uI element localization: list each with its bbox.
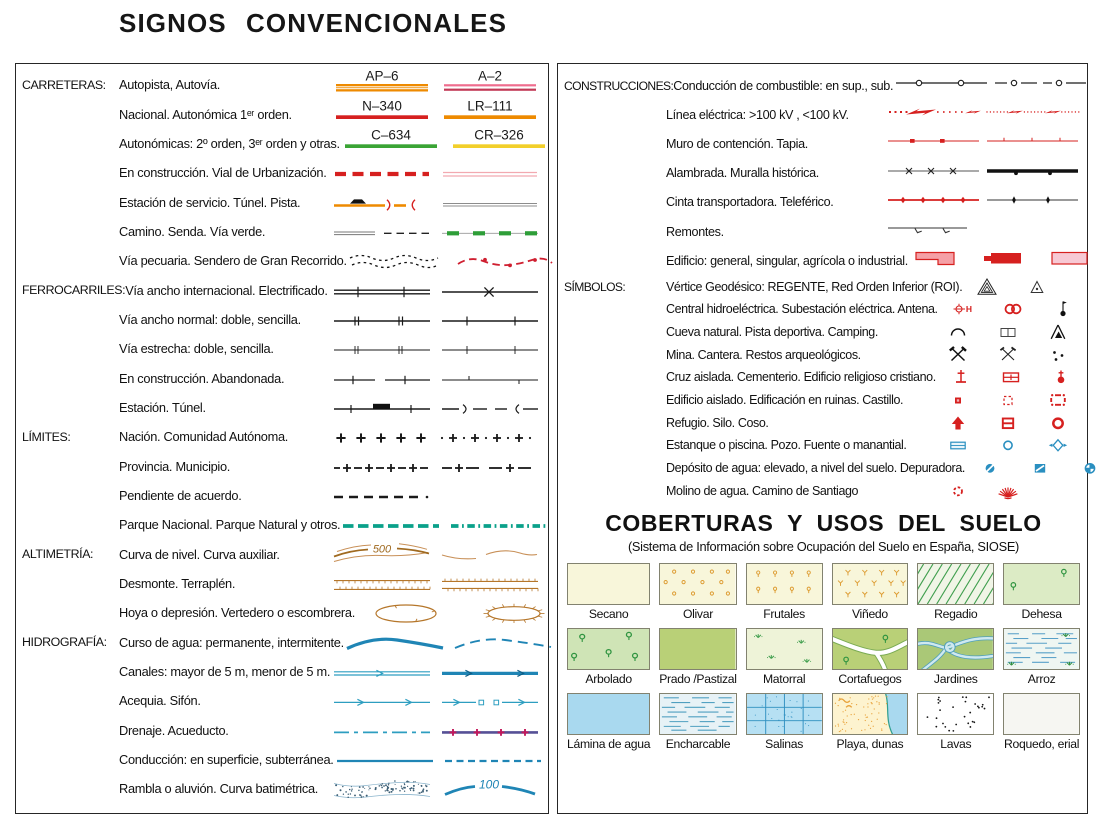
row-label: Refugio. Silo. Coso. bbox=[666, 415, 769, 430]
symbol-group bbox=[936, 366, 1086, 388]
row-label: Nación. Comunidad Autónoma. bbox=[119, 429, 289, 445]
landcover-grid bbox=[564, 563, 1083, 751]
ruinas-icon bbox=[983, 389, 1033, 411]
legend-row bbox=[22, 540, 543, 569]
symbol-group bbox=[938, 298, 1088, 320]
svg-text:LR–111: LR–111 bbox=[467, 98, 513, 114]
vertice-roi-icon bbox=[1012, 276, 1062, 298]
landcover-label: Secano bbox=[588, 607, 629, 622]
road-lr111-symbol bbox=[439, 99, 541, 130]
vertice-regente-icon bbox=[962, 276, 1012, 298]
acequia-symbol bbox=[331, 685, 433, 716]
curva-auxiliar-symbol bbox=[439, 539, 541, 570]
symbol-group bbox=[331, 421, 543, 452]
symbol-group bbox=[344, 627, 556, 658]
row-label: Vía ancho normal: doble, sencilla. bbox=[119, 311, 301, 327]
legend-row bbox=[22, 70, 543, 99]
symbol-group bbox=[933, 434, 1083, 456]
section-label: SÍMBOLOS: bbox=[564, 279, 626, 294]
refugio-icon bbox=[933, 412, 983, 434]
via-pecuaria-symbol bbox=[347, 245, 449, 276]
legend-row bbox=[22, 99, 543, 128]
silo-icon bbox=[983, 412, 1033, 434]
via-estrecha-doble-symbol bbox=[331, 333, 433, 364]
arroz-swatch bbox=[1003, 628, 1080, 670]
row-label: Muro de contención. Tapia. bbox=[666, 136, 808, 151]
edificio-religioso-icon bbox=[1036, 366, 1086, 388]
landcover-label: Salinas bbox=[765, 737, 804, 752]
row-label: Autonómicas: 2º orden, 3ᵉʳ orden y otras. bbox=[119, 135, 340, 151]
row-label: Provincia. Municipio. bbox=[119, 458, 231, 474]
legend-row bbox=[22, 393, 543, 422]
symbol-group bbox=[331, 333, 543, 364]
symbol-group bbox=[933, 344, 1083, 366]
landcover-label: Viñedo bbox=[851, 607, 888, 622]
prado-swatch bbox=[659, 628, 736, 670]
row-label: Parque Nacional. Parque Natural y otros. bbox=[119, 517, 341, 533]
symbol-group bbox=[331, 304, 543, 335]
row-label: Curso de agua: permanente, intermitente. bbox=[119, 634, 344, 650]
restos-arqueologicos-icon bbox=[1033, 344, 1083, 366]
via-estrecha-sencilla-symbol bbox=[439, 333, 541, 364]
blank97-symbol bbox=[984, 216, 1081, 247]
symbol-group bbox=[885, 99, 1083, 130]
symbol-group bbox=[908, 245, 1100, 276]
landcover-label: Dehesa bbox=[1021, 607, 1062, 622]
landcover-cell bbox=[567, 693, 650, 751]
symbol-group bbox=[933, 480, 1083, 502]
row-label: En construcción. Vial de Urbanización. bbox=[119, 165, 327, 181]
legend-row bbox=[22, 628, 543, 657]
row-label: Acequia. Sifón. bbox=[119, 693, 201, 709]
limite-nacion-symbol bbox=[331, 421, 433, 452]
legend-row bbox=[564, 389, 1083, 412]
svg-text:CR–326: CR–326 bbox=[473, 127, 524, 143]
road-construccion-symbol bbox=[331, 157, 433, 188]
svg-text:H: H bbox=[965, 304, 972, 315]
legend-row bbox=[22, 686, 543, 715]
deposito-suelo-icon bbox=[1015, 457, 1065, 479]
landcover-cell bbox=[1003, 563, 1080, 621]
row-label: Curva de nivel. Curva auxiliar. bbox=[119, 546, 280, 562]
legend-row bbox=[22, 774, 543, 803]
landcover-label: Lavas bbox=[940, 737, 972, 752]
landcover-label: Lámina de agua bbox=[567, 737, 651, 752]
tapia-symbol bbox=[984, 128, 1081, 159]
canal-mayor-symbol bbox=[331, 656, 433, 687]
ferro-construccion-symbol bbox=[331, 363, 433, 394]
roquedo-erial-swatch bbox=[1003, 693, 1080, 735]
legend-row bbox=[22, 422, 543, 451]
section-label: ALTIMETRÍA: bbox=[22, 547, 94, 562]
svg-text:500: 500 bbox=[372, 543, 392, 556]
jardines-swatch bbox=[917, 628, 994, 670]
fuente-icon bbox=[1033, 434, 1083, 456]
row-label: Cruz aislada. Cementerio. Edificio religioso cristiano. bbox=[666, 370, 936, 385]
cortafuegos-swatch bbox=[832, 628, 909, 670]
edificio-general-symbol bbox=[908, 245, 971, 276]
row-label: Molino de agua. Camino de Santiago bbox=[666, 483, 859, 498]
lavas-swatch bbox=[917, 693, 994, 735]
canal-menor-symbol bbox=[439, 656, 541, 687]
terraplen-symbol bbox=[439, 568, 541, 599]
signos-left-panel bbox=[15, 63, 549, 814]
row-label: Canales: mayor de 5 m, menor de 5 m. bbox=[119, 664, 331, 680]
linea-electrica-baja-symbol bbox=[984, 99, 1081, 130]
svg-text:N–340: N–340 bbox=[362, 98, 402, 114]
salinas-swatch bbox=[746, 693, 823, 735]
row-label: Remontes. bbox=[666, 224, 724, 239]
row-label: Hoya o depresión. Vertedero o escombrera. bbox=[119, 605, 355, 621]
legend-row bbox=[564, 129, 1083, 158]
landcover-cell bbox=[746, 563, 823, 621]
legend-row bbox=[22, 657, 543, 686]
section-label: CONSTRUCCIONES: bbox=[564, 78, 674, 93]
legend-row bbox=[564, 321, 1083, 344]
landcover-label: Playa, dunas bbox=[836, 737, 904, 752]
landcover-label: Matorral bbox=[762, 672, 806, 687]
via-internacional-symbol bbox=[331, 275, 433, 306]
row-label: Estación. Túnel. bbox=[119, 399, 206, 415]
blank-symbol bbox=[439, 480, 541, 511]
curva-batimetrica-symbol bbox=[439, 773, 541, 804]
cruz-aislada-icon bbox=[936, 366, 986, 388]
symbol-group bbox=[885, 187, 1083, 218]
camino-santiago-icon bbox=[983, 480, 1033, 502]
coberturas-title: COBERTURAS Y USOS DEL SUELO bbox=[605, 510, 1042, 537]
vial-urbanizacion-symbol bbox=[439, 157, 541, 188]
pista-deportiva-icon bbox=[983, 321, 1033, 343]
legend-row bbox=[564, 298, 1083, 321]
signos-right-panel bbox=[557, 63, 1088, 814]
remontes-symbol bbox=[885, 216, 982, 247]
legend-row bbox=[564, 71, 1083, 100]
road-ap6-symbol bbox=[331, 69, 433, 100]
limite-municipio-symbol bbox=[439, 451, 541, 482]
symbol-group bbox=[933, 412, 1083, 434]
legend-row bbox=[22, 569, 543, 598]
legend-row bbox=[564, 434, 1083, 457]
row-label: Depósito de agua: elevado, a nivel del suelo. Depuradora. bbox=[666, 461, 965, 476]
camping-icon bbox=[1033, 321, 1083, 343]
row-label: Desmonte. Terraplén. bbox=[119, 576, 236, 592]
conduccion-superficie-symbol bbox=[334, 744, 436, 775]
electrificado-symbol bbox=[439, 275, 541, 306]
symbol-group bbox=[885, 128, 1083, 159]
simbolos-rows bbox=[564, 275, 1083, 502]
olivar-swatch bbox=[659, 563, 736, 605]
svg-text:A–2: A–2 bbox=[477, 69, 503, 84]
landcover-cell bbox=[917, 563, 994, 621]
landcover-label: Roquedo, erial bbox=[1004, 737, 1080, 752]
landcover-cell bbox=[832, 563, 909, 621]
central-hidroelectrica-icon bbox=[938, 298, 988, 320]
cantera-icon bbox=[983, 344, 1033, 366]
symbol-group bbox=[331, 773, 543, 804]
legend-row bbox=[22, 334, 543, 363]
muralla-historica-symbol bbox=[984, 158, 1081, 189]
cementerio-icon bbox=[986, 366, 1036, 388]
drenaje-symbol bbox=[331, 715, 433, 746]
row-label: Edificio: general, singular, agrícola o industrial. bbox=[666, 253, 908, 268]
camino-senda-symbol bbox=[331, 216, 433, 247]
road-c634-symbol bbox=[340, 128, 442, 159]
legend-row bbox=[22, 187, 543, 216]
legend-row bbox=[22, 598, 543, 627]
curva-nivel-symbol bbox=[331, 539, 433, 570]
legend-row bbox=[564, 343, 1083, 366]
symbol-group bbox=[965, 457, 1100, 479]
conduccion-subterranea-symbol bbox=[442, 744, 544, 775]
row-label: Mina. Cantera. Restos arqueológicos. bbox=[666, 347, 861, 362]
symbol-group bbox=[331, 187, 543, 218]
symbol-group bbox=[340, 509, 552, 540]
legend-row bbox=[22, 275, 543, 304]
landcover-cell bbox=[917, 628, 994, 686]
playa-dunas-swatch bbox=[832, 693, 909, 735]
landcover-cell bbox=[746, 628, 823, 686]
estanque-icon bbox=[933, 434, 983, 456]
edificio-agricola-symbol bbox=[1038, 245, 1100, 276]
landcover-label: Arroz bbox=[1027, 672, 1056, 687]
via-normal-doble-symbol bbox=[331, 304, 433, 335]
frutales-swatch bbox=[746, 563, 823, 605]
legend-row bbox=[564, 246, 1083, 275]
section-label: LÍMITES: bbox=[22, 429, 71, 444]
symbol-group bbox=[331, 451, 543, 482]
landcover-cell bbox=[567, 628, 650, 686]
row-label: Línea eléctrica: >100 kV , <100 kV. bbox=[666, 107, 849, 122]
vertedero-symbol bbox=[463, 597, 565, 628]
legend-row bbox=[22, 451, 543, 480]
pista-symbol bbox=[439, 187, 541, 218]
row-label: Vía pecuaria. Sendero de Gran Recorrido. bbox=[119, 253, 347, 269]
section-label: FERROCARRILES: bbox=[22, 283, 126, 298]
sendero-gr-symbol bbox=[455, 245, 557, 276]
svg-text:100: 100 bbox=[478, 777, 500, 792]
legend-row bbox=[564, 100, 1083, 129]
road-n340-symbol bbox=[331, 99, 433, 130]
legend-row bbox=[22, 745, 543, 774]
edificio-aislado-icon bbox=[933, 389, 983, 411]
estacion-servicio-tunel-symbol bbox=[331, 187, 433, 218]
subestacion-electrica-icon bbox=[988, 298, 1038, 320]
symbol-group bbox=[331, 216, 543, 247]
combustible-subterranea-symbol bbox=[992, 70, 1089, 101]
row-label: Conducción de combustible: en sup., sub. bbox=[673, 78, 894, 93]
svg-text:C–634: C–634 bbox=[370, 127, 411, 143]
row-label: Pendiente de acuerdo. bbox=[119, 487, 242, 503]
hoya-depresion-symbol bbox=[355, 597, 457, 628]
symbol-group bbox=[331, 480, 543, 511]
cueva-natural-icon bbox=[933, 321, 983, 343]
linea-electrica-alta-symbol bbox=[885, 99, 982, 130]
landcover-cell bbox=[659, 693, 736, 751]
legend-row bbox=[22, 217, 543, 246]
symbol-group bbox=[331, 392, 543, 423]
via-normal-sencilla-symbol bbox=[439, 304, 541, 335]
symbol-group bbox=[355, 597, 567, 628]
landcover-cell bbox=[832, 693, 909, 751]
row-label: Alambrada. Muralla histórica. bbox=[666, 166, 819, 181]
legend-row bbox=[564, 159, 1083, 188]
row-label: Edificio aislado. Edificación en ruinas. Castillo. bbox=[666, 393, 904, 408]
landcover-label: Jardines bbox=[933, 672, 978, 687]
row-label: Estación de servicio. Túnel. Pista. bbox=[119, 194, 301, 210]
symbol-group bbox=[331, 715, 543, 746]
pendiente-acuerdo-symbol bbox=[331, 480, 433, 511]
lamina-agua-swatch bbox=[567, 693, 650, 735]
row-label: Camino. Senda. Vía verde. bbox=[119, 223, 266, 239]
landcover-label: Olivar bbox=[682, 607, 713, 622]
mina-icon bbox=[933, 344, 983, 366]
symbol-group bbox=[933, 389, 1083, 411]
rambla-aluvion-symbol bbox=[331, 773, 433, 804]
landcover-label: Regadio bbox=[934, 607, 978, 622]
legend-row bbox=[564, 366, 1083, 389]
legend-row bbox=[22, 129, 543, 158]
symbol-group bbox=[331, 568, 543, 599]
coberturas-subtitle: (Sistema de Información sobre Ocupación del Suelo en España, SIOSE) bbox=[627, 539, 1020, 555]
row-label: Vía ancho internacional. Electrificado. bbox=[125, 282, 328, 298]
symbol-group bbox=[331, 685, 543, 716]
construcciones-rows bbox=[564, 71, 1083, 275]
landcover-cell bbox=[746, 693, 823, 751]
legend-row bbox=[564, 188, 1083, 217]
ferro-estacion-symbol bbox=[331, 392, 433, 423]
curso-permanente-symbol bbox=[344, 627, 446, 658]
landcover-label: Prado /Pastizal bbox=[659, 672, 737, 687]
landcover-label: Frutales bbox=[763, 607, 805, 622]
limite-provincia-symbol bbox=[331, 451, 433, 482]
road-a2-symbol bbox=[439, 69, 541, 100]
secano-swatch bbox=[567, 563, 650, 605]
landcover-cell bbox=[917, 693, 994, 751]
landcover-label: Encharcable bbox=[665, 737, 731, 752]
symbol-group bbox=[885, 216, 1083, 247]
landcover-cell bbox=[659, 563, 736, 621]
antena-icon bbox=[1038, 298, 1088, 320]
symbol-group bbox=[885, 158, 1083, 189]
depuradora-icon bbox=[1065, 457, 1100, 479]
cinta-transportadora-symbol bbox=[885, 187, 982, 218]
page-title: SIGNOS CONVENCIONALES bbox=[119, 8, 508, 38]
pozo-icon bbox=[983, 434, 1033, 456]
row-label: Drenaje. Acueducto. bbox=[119, 722, 229, 738]
combustible-superficie-symbol bbox=[893, 70, 990, 101]
legend-row bbox=[22, 158, 543, 187]
symbol-group bbox=[331, 363, 543, 394]
matorral-swatch bbox=[746, 628, 823, 670]
row-label: Estanque o piscina. Pozo. Fuente o manantial. bbox=[666, 438, 907, 453]
landcover-cell bbox=[1003, 628, 1080, 686]
curso-intermitente-symbol bbox=[452, 627, 554, 658]
legend-row bbox=[564, 217, 1083, 246]
alambrada-symbol bbox=[885, 158, 982, 189]
ferro-tunel-symbol bbox=[439, 392, 541, 423]
castillo-icon bbox=[1033, 389, 1083, 411]
teleferico-symbol bbox=[984, 187, 1081, 218]
legend-row bbox=[22, 481, 543, 510]
legend-row bbox=[22, 363, 543, 392]
symbol-group bbox=[331, 99, 543, 130]
muro-contencion-symbol bbox=[885, 128, 982, 159]
parque-natural-symbol bbox=[448, 509, 550, 540]
symbol-group bbox=[331, 275, 543, 306]
landcover-cell bbox=[567, 563, 650, 621]
symbol-group bbox=[331, 69, 543, 100]
row-label: Autopista, Autovía. bbox=[119, 77, 221, 93]
legend-row bbox=[22, 305, 543, 334]
limite-autonomia-symbol bbox=[439, 421, 541, 452]
arbolado-swatch bbox=[567, 628, 650, 670]
symbol-group bbox=[893, 70, 1091, 101]
symbol-group bbox=[331, 656, 543, 687]
row-label: Rambla o aluvión. Curva batimétrica. bbox=[119, 781, 319, 797]
legend-row bbox=[22, 716, 543, 745]
section-label: CARRETERAS: bbox=[22, 77, 106, 92]
legend-row bbox=[564, 457, 1083, 480]
left-legend-rows bbox=[22, 70, 543, 804]
landcover-cell bbox=[1003, 693, 1080, 751]
acueducto-symbol bbox=[439, 715, 541, 746]
svg-text:AP–6: AP–6 bbox=[365, 69, 399, 84]
parque-nacional-symbol bbox=[340, 509, 442, 540]
molino-agua-icon bbox=[933, 480, 983, 502]
symbol-group bbox=[962, 276, 1100, 298]
symbol-group bbox=[334, 744, 546, 775]
coso-icon bbox=[1033, 412, 1083, 434]
landcover-label: Arbolado bbox=[585, 672, 632, 687]
landcover-label: Cortafuegos bbox=[838, 672, 902, 687]
legend-row bbox=[564, 275, 1083, 298]
symbol-group bbox=[340, 128, 552, 159]
ferro-abandonada-symbol bbox=[439, 363, 541, 394]
symbol-group bbox=[331, 539, 543, 570]
landcover-cell bbox=[659, 628, 736, 686]
row-label: Vía estrecha: doble, sencilla. bbox=[119, 341, 274, 357]
row-label: Conducción: en superficie, subterránea. bbox=[119, 752, 334, 768]
vinedo-swatch bbox=[832, 563, 909, 605]
symbol-group bbox=[331, 157, 543, 188]
legend-row bbox=[22, 510, 543, 539]
row-label: Vértice Geodésico: REGENTE, Red Orden Inferior (ROI). bbox=[666, 279, 963, 294]
symbol-group bbox=[347, 245, 559, 276]
edificio-singular-symbol bbox=[973, 245, 1036, 276]
row-label: Nacional. Autonómica 1ᵉʳ orden. bbox=[119, 106, 292, 122]
row-label: Cinta transportadora. Teleférico. bbox=[666, 195, 834, 210]
legend-row bbox=[564, 480, 1083, 503]
row-label: Central hidroeléctrica. Subestación eléctrica. Antena. bbox=[666, 302, 938, 317]
road-cr326-symbol bbox=[448, 128, 550, 159]
section-label: HIDROGRAFÍA: bbox=[22, 635, 107, 650]
row-label: En construcción. Abandonada. bbox=[119, 370, 285, 386]
encharcable-swatch bbox=[659, 693, 736, 735]
legend-row bbox=[564, 411, 1083, 434]
desmonte-symbol bbox=[331, 568, 433, 599]
dehesa-swatch bbox=[1003, 563, 1080, 605]
sifon-symbol bbox=[439, 685, 541, 716]
deposito-elevado-icon bbox=[965, 457, 1015, 479]
regadio-swatch bbox=[917, 563, 994, 605]
via-verde-symbol bbox=[439, 216, 541, 247]
row-label: Cueva natural. Pista deportiva. Camping. bbox=[666, 325, 878, 340]
landcover-cell bbox=[832, 628, 909, 686]
legend-row bbox=[22, 246, 543, 275]
symbol-group bbox=[933, 321, 1083, 343]
